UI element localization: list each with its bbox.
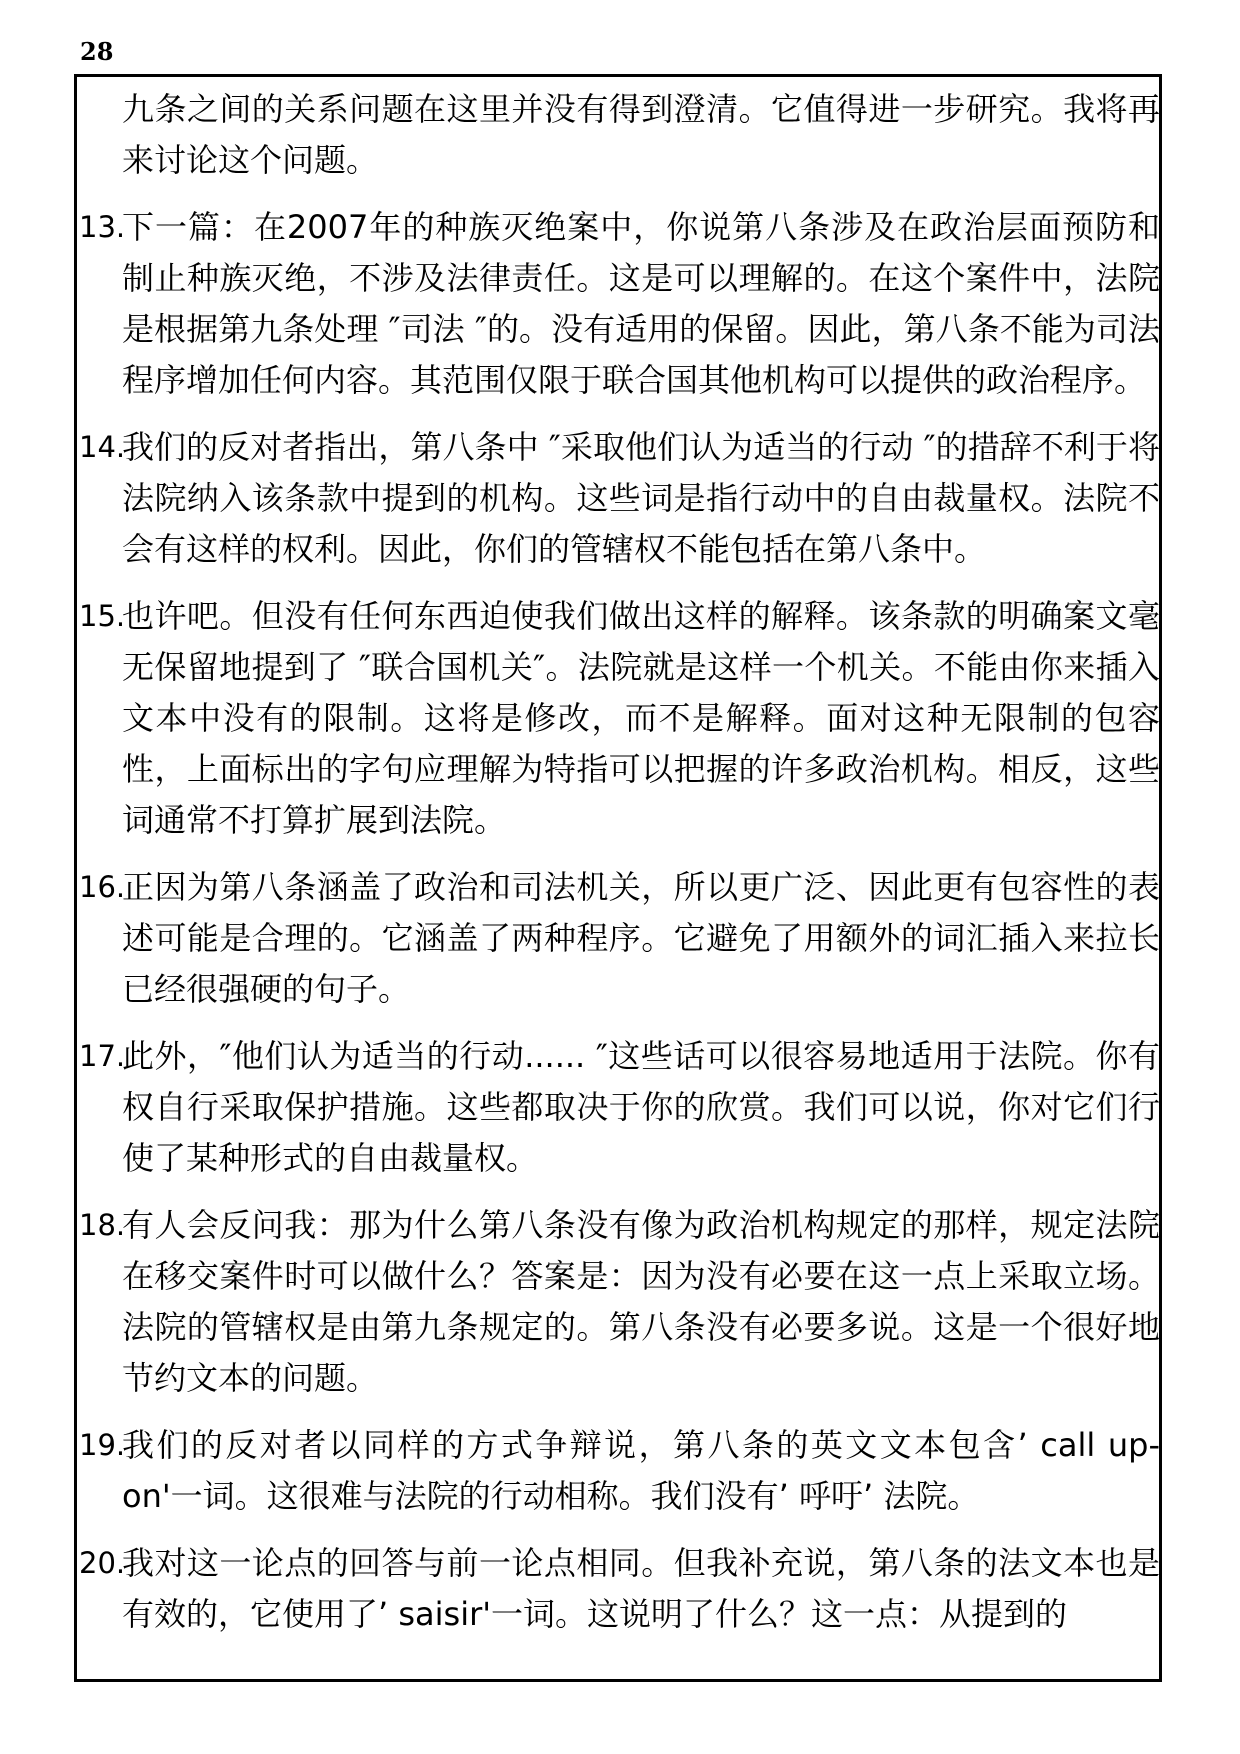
paragraph-text: 此外，″他们认为适当的行动...... ″这些话可以很容易地适用于法院。你有权自行采取保护措施。这些都取决于你的欣赏。我们可以说，你对它们行使了某种形式的自由裁量权。 xyxy=(122,1037,1160,1177)
paragraph-text: 九条之间的关系问题在这里并没有得到澄清。它值得进一步研究。我将再来讨论这个问题。 xyxy=(122,90,1160,179)
paragraph-number: 18. xyxy=(79,1208,126,1242)
paragraph-number: 16. xyxy=(79,870,126,904)
paragraph-text: 我们的反对者以同样的方式争辩说，第八条的英文文本包含’ call up-on'一词。这很难与法院的行动相称。我们没有’ 呼吁’ 法院。 xyxy=(122,1426,1160,1515)
paragraph-17 xyxy=(79,1031,1160,1184)
paragraph-19 xyxy=(79,1420,1160,1522)
paragraph-text: 正因为第八条涵盖了政治和司法机关，所以更广泛、因此更有包容性的表述可能是合理的。它涵盖了两种程序。它避免了用额外的词汇插入来拉长已经很强硬的句子。 xyxy=(122,868,1160,1008)
document-body xyxy=(79,84,1160,1656)
paragraph-number: 14. xyxy=(79,430,126,464)
paragraph-text: 我们的反对者指出，第八条中 ″采取他们认为适当的行动 ″的措辞不利于将法院纳入该条款中提到的机构。这些词是指行动中的自由裁量权。法院不会有这样的权利。因此，你们的管辖权不能包括在第八条中。 xyxy=(122,428,1160,568)
paragraph-text: 我对这一论点的回答与前一论点相同。但我补充说，第八条的法文本也是有效的，它使用了’ saisir'一词。这说明了什么？这一点：从提到的 xyxy=(122,1544,1160,1633)
paragraph-15 xyxy=(79,591,1160,846)
paragraph-text: 有人会反问我：那为什么第八条没有像为政治机构规定的那样，规定法院在移交案件时可以做什么？答案是：因为没有必要在这一点上采取立场。法院的管辖权是由第九条规定的。第八条没有必要多说。这是一个很好地节约文本的问题。 xyxy=(122,1206,1160,1397)
paragraph-18 xyxy=(79,1200,1160,1404)
paragraph-14 xyxy=(79,422,1160,575)
paragraph-number: 13. xyxy=(79,210,126,244)
paragraph-number: 19. xyxy=(79,1428,126,1462)
paragraph-number: 20. xyxy=(79,1546,126,1580)
paragraph-number: 17. xyxy=(79,1039,126,1073)
paragraph-16 xyxy=(79,862,1160,1015)
paragraph-continued xyxy=(82,84,1160,186)
paragraph-text: 下一篇：在2007年的种族灭绝案中，你说第八条涉及在政治层面预防和制止种族灭绝，不涉及法律责任。这是可以理解的。在这个案件中，法院是根据第九条处理 ″司法 ″的。没有适用的保留。因此，第八条不能为司法程序增加任何内容。其范围仅限于联合国其他机构可以提供的政治程序。 xyxy=(122,208,1160,399)
paragraph-13 xyxy=(79,202,1160,406)
paragraph-text: 也许吧。但没有任何东西迫使我们做出这样的解释。该条款的明确案文毫无保留地提到了 ″联合国机关″。法院就是这样一个机关。不能由你来插入文本中没有的限制。这将是修改，而不是解释。面对这种无限制的包容性，上面标出的字句应理解为特指可以把握的许多政治机构。相反，这些词通常不打算扩展到法院。 xyxy=(122,597,1160,839)
paragraph-20 xyxy=(79,1538,1160,1640)
page-number: 28 xyxy=(80,37,114,66)
paragraph-number: 15. xyxy=(79,599,126,633)
